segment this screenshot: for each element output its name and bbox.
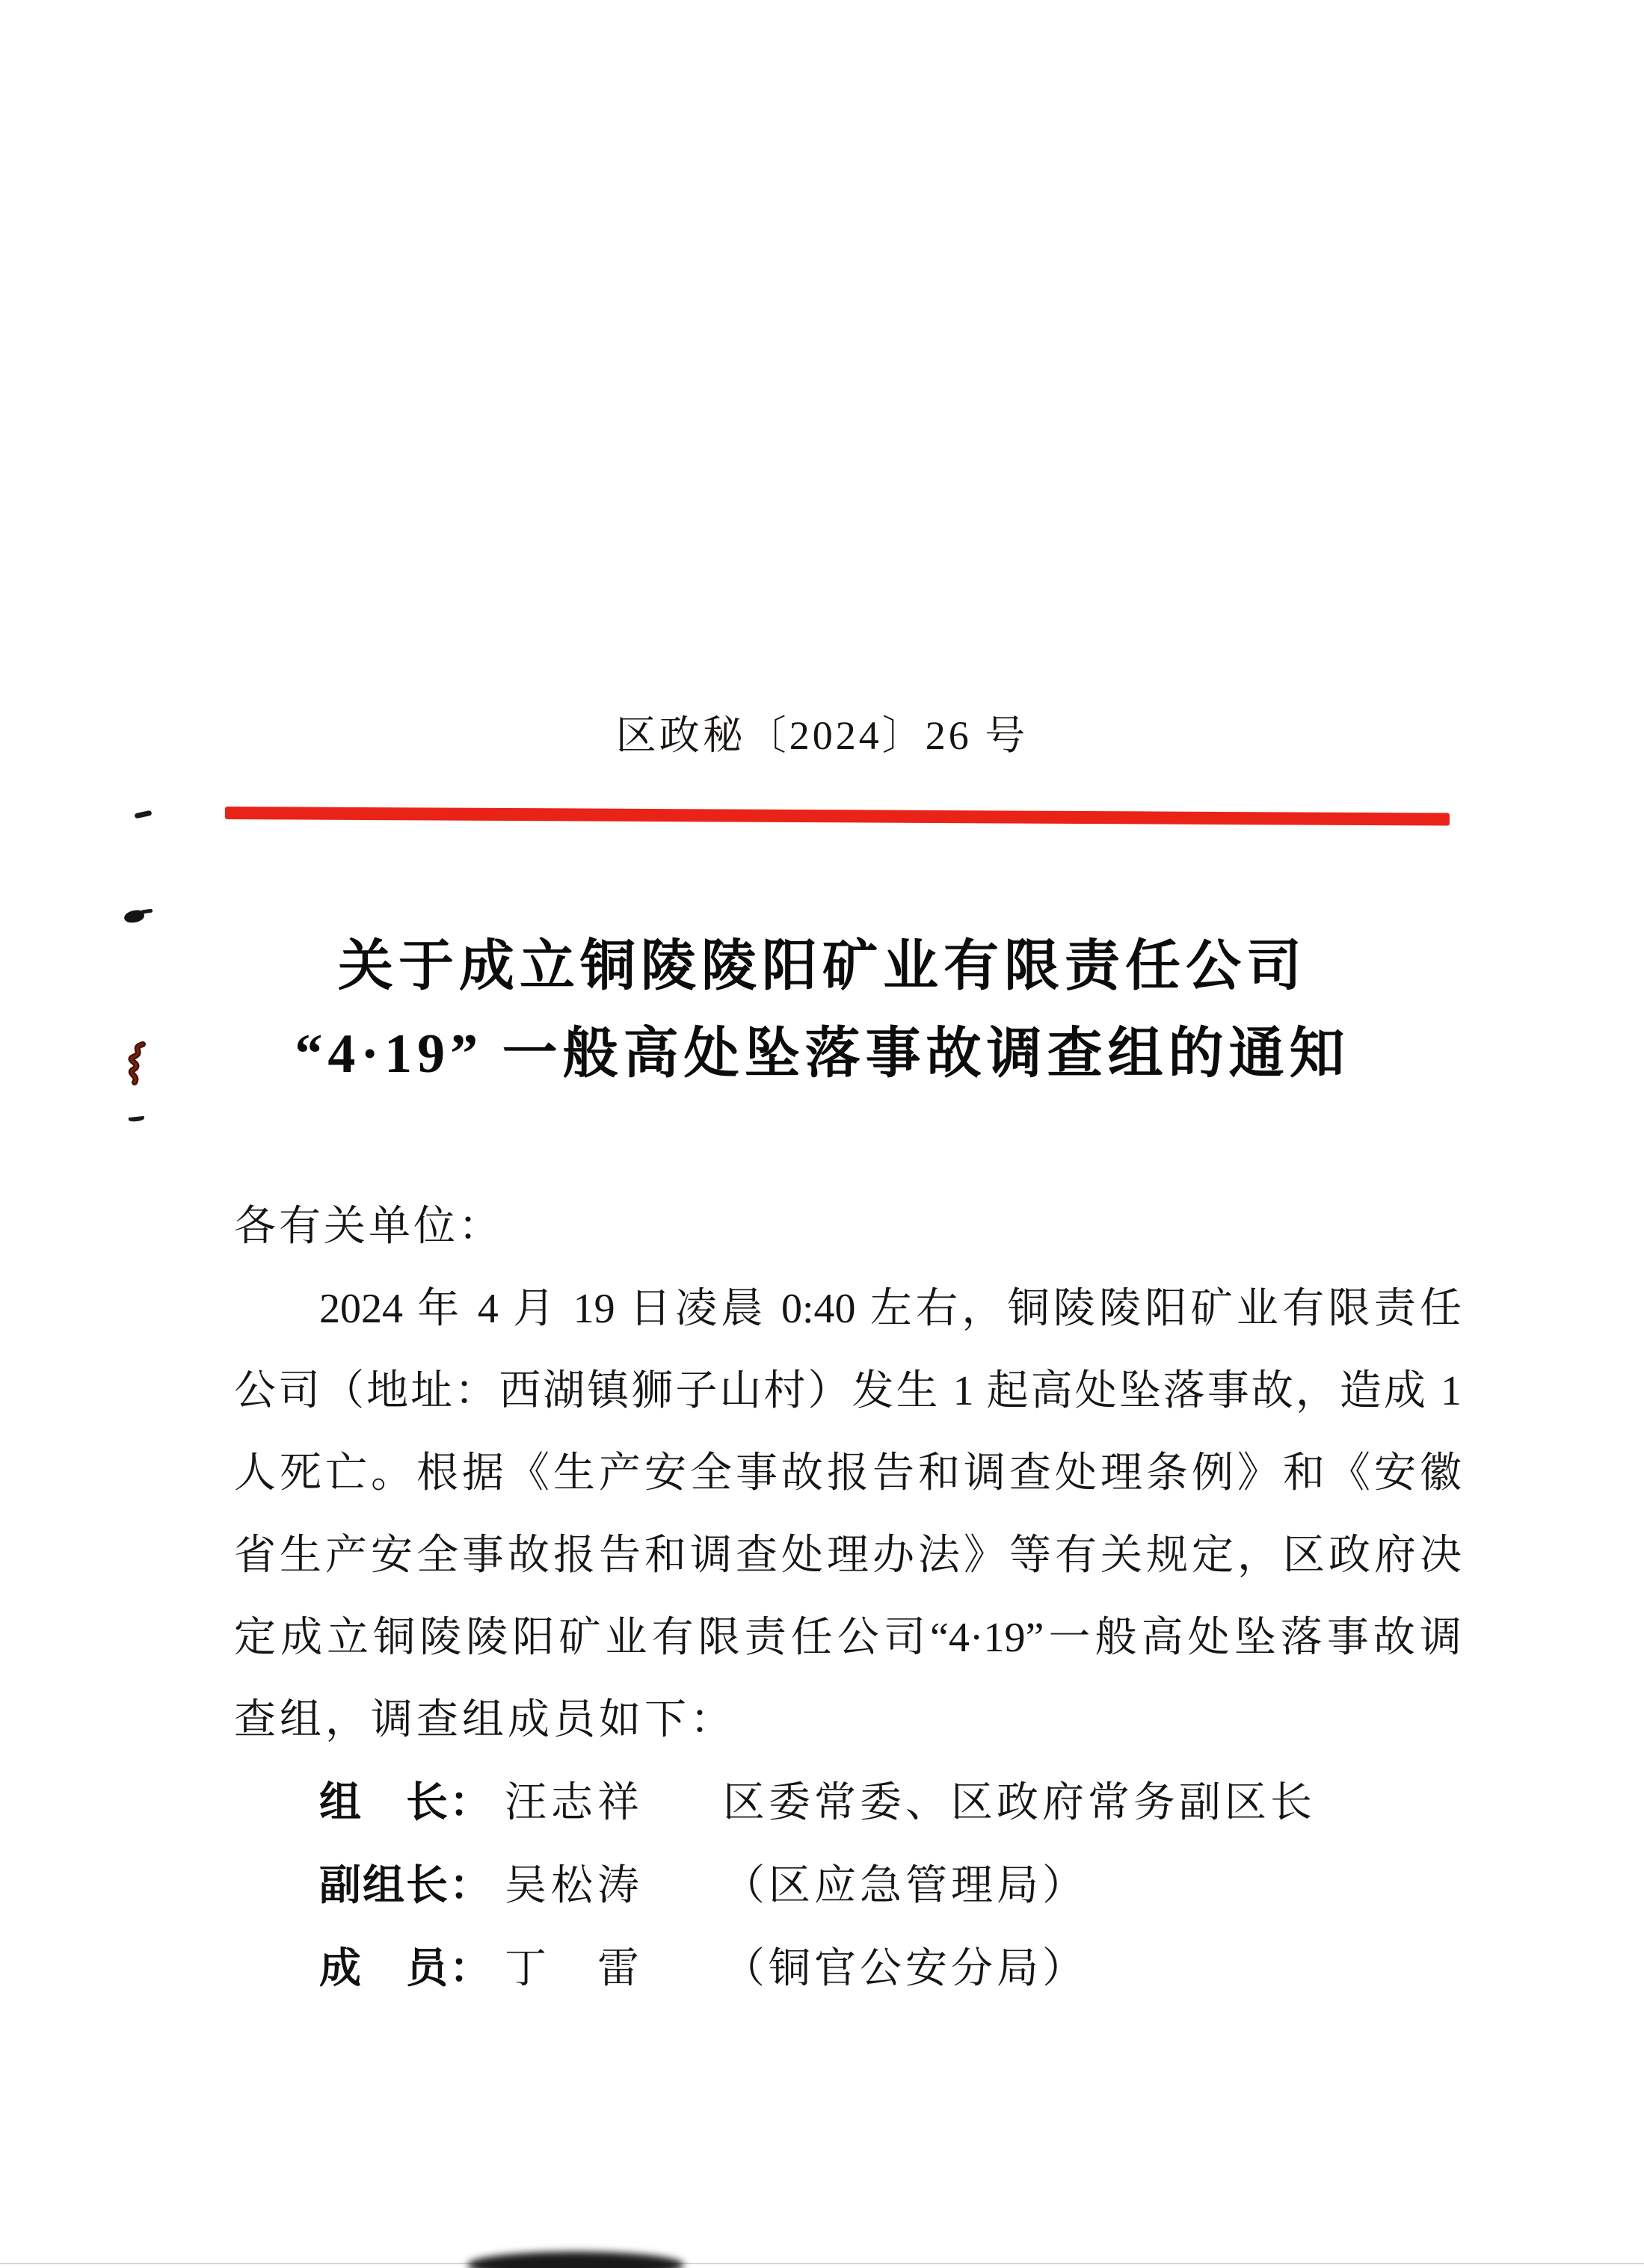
member-name: 丁 雷: [505, 1946, 644, 1992]
title-line-1: 关于成立铜陵陵阳矿业有限责任公司: [338, 936, 1307, 997]
scanner-smudge: [467, 2252, 684, 2268]
document-title: [75, 923, 1570, 1098]
member-role: 区委常委、区政府常务副区长: [723, 1780, 1316, 1826]
member-name: 汪志祥: [505, 1780, 644, 1826]
document-number: 区政秘〔2024〕26 号: [615, 713, 1029, 758]
member-label: 副组长：: [319, 1861, 493, 1908]
document-body: [234, 1186, 1462, 2010]
body-line: 定成立铜陵陵阳矿业有限责任公司“4·19”一般高处坠落事故调: [234, 1615, 1462, 1661]
member-label: 成 员：: [319, 1944, 493, 1991]
body-line: 公司（地址：西湖镇狮子山村）发生 1 起高处坠落事故，造成 1: [234, 1368, 1462, 1414]
ink-mark-squiggle-icon: [125, 1041, 149, 1091]
ink-mark-dash-icon: [129, 1116, 145, 1122]
ink-mark-blob-icon: [123, 909, 145, 924]
body-line: 省生产安全事故报告和调查处理办法》等有关规定，区政府决: [234, 1532, 1462, 1579]
body-line: 查组，调查组成员如下：: [234, 1697, 736, 1743]
member-row-deputy-leader: [234, 1844, 1462, 1927]
member-label: 组 长：: [319, 1778, 493, 1825]
member-role: （铜官公安分局）: [723, 1946, 1088, 1992]
salutation: 各有关单位：: [234, 1204, 503, 1250]
member-row-leader: [234, 1761, 1462, 1844]
ink-mark-dash-icon: [135, 810, 153, 819]
member-name: 吴松涛: [505, 1863, 644, 1909]
member-role: （区应急管理局）: [723, 1863, 1088, 1909]
title-line-2: “4·19” 一般高处坠落事故调查组的通知: [295, 1023, 1350, 1085]
scanner-edge-line: [0, 2263, 1644, 2264]
member-row-member: [234, 1927, 1462, 2010]
body-line: 2024 年 4 月 19 日凌晨 0:40 左右，铜陵陵阳矿业有限责任: [319, 1286, 1462, 1332]
body-line: 人死亡。根据《生产安全事故报告和调查处理条例》和《安徽: [234, 1450, 1462, 1497]
red-divider-line: [225, 807, 1450, 826]
